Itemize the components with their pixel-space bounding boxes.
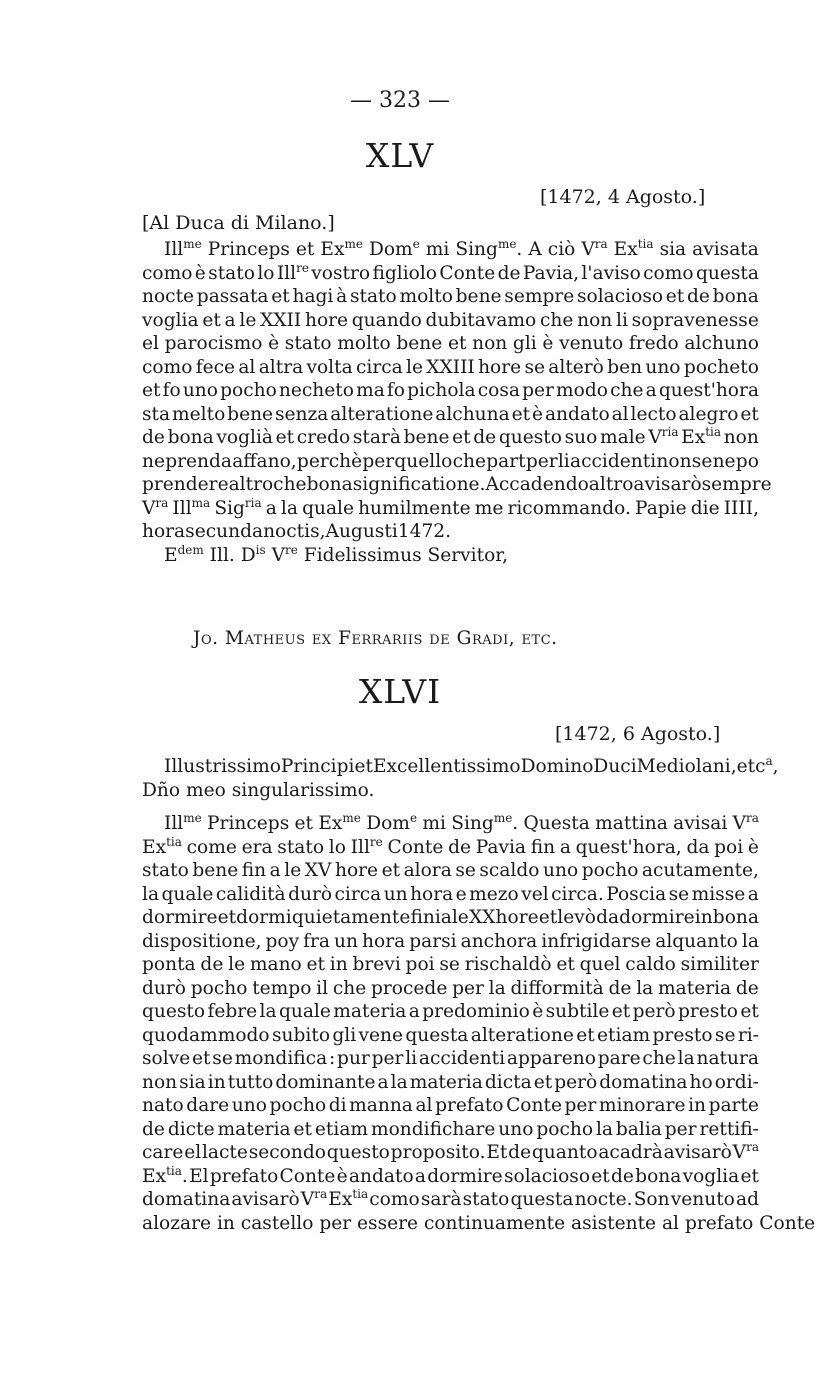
text-line: Illustrissimo Principi et Excellentissimo Domino Duci Mediolani, etc$^a$, [164, 753, 779, 777]
text-line: ponta de le mano et in brevi poi se rischaldò et quel caldo similiter [142, 954, 759, 975]
text-line: de bona voglià et credo starà bene et de questo suo male $V^{ria}$ $Ex^{tia}$ non [142, 424, 759, 448]
text-line: domatina avisarò $V^{ra}$ $Ex^{tia}$ como sarà stato questa nocte. Son venuto ad [142, 1186, 759, 1210]
letter-46-body [142, 810, 816, 1235]
text-line: como è stato lo Ill$^{re}$ vostro figliolo Conte de Pavia, l'aviso como questa [142, 260, 759, 284]
text-line: nocte passata et hagi à stato molto bene sempre solacioso et de bona [142, 286, 759, 307]
text-line: solve et se mondifica : pur per li accidenti appareno pare che la natura [142, 1048, 759, 1069]
letter-45-heading: XLV [365, 136, 435, 175]
letter-45-date: [1472, 4 Agosto.] [540, 186, 706, 208]
letter-45-addressee: [Al Duca di Milano.] [142, 212, 335, 234]
letter-46-heading: XLVI [358, 672, 442, 711]
text-line: el parocismo è stato molto bene et non gli è venuto fredo alchuno [142, 333, 759, 354]
text-line: $Ex^{tia}$. El prefato Conte è andato a dormire solacioso et de bona voglia et [142, 1163, 759, 1187]
text-line: la quale calidità durò circa un hora e mezo vel circa. Poscia se misse a [142, 883, 759, 905]
text-line: de dicte materia et etiam mondifichare uno pocho la balia per rettifi- [142, 1118, 759, 1140]
text-line: dormire et dormi quietamente finiale XX hore et levò da dormire in bona [142, 907, 759, 928]
text-line: Ill$^{me}$ Princeps et $Ex^{me}$ Dom$^e$ mi Sing$^{me}$. A ciò $V^{ra}$ $Ex^{tia}$ sia avisata [164, 236, 759, 260]
text-line: dispositione, poy fra un hora parsi anchora infrigidarse alquanto la [142, 930, 759, 952]
text-line: sta melto bene senza alteratione alchuna et è andato al lecto alegro et [142, 403, 759, 425]
letter-46-date: [1472, 6 Agosto.] [555, 723, 721, 745]
text-line: care el lacte secondo questo proposito. Et de quanto acadrà avisarò $V^{ra}$ [142, 1139, 759, 1163]
text-line: voglia et a le XXII hore quando dubitavamo che non li sopravenesse [142, 309, 759, 331]
text-line: durò pocho tempo il che procede per la difformità de la materia de [142, 977, 759, 999]
letter-45-body [142, 236, 772, 567]
text-line: alozare in castello per essere continuamente asistente al prefato Conte [142, 1212, 816, 1234]
text-line: Ill$^{me}$ Princeps et $Ex^{me}$ Dom$^e$ mi Sing$^{me}$. Questa mattina avisai $V^{ra}$ [164, 810, 759, 834]
text-line: ne prenda affano, perchè per quello che part per li accidenti non se ne po [142, 450, 759, 472]
text-line: stato bene fin a le XV hore et alora se scaldo uno pocho acutamente, [142, 860, 759, 881]
text-line: questo febre la quale materia a predominio è subtile et però presto et [142, 1001, 759, 1022]
letter-45-signature: Jo. Matheus ex Ferrariis de Gradi, etc. [193, 628, 558, 649]
page-number: — 323 — [350, 88, 450, 113]
text-line: $E^{dem}$ Ill. $D^{is}$ Vre Fidelissimus Servitor, [164, 542, 509, 566]
letter-46-address [142, 753, 779, 802]
text-line: $Ex^{tia}$ come era stato lo Ill$^{re}$ Conte de Pavia fin a quest'hora, da poi è [142, 834, 759, 858]
text-line: como fece al altra volta circa le XXIII hore se alterò ben uno pocheto [142, 356, 759, 378]
text-line: Dño meo singularissimo. [142, 779, 375, 801]
text-line: nato dare uno pocho di manna al prefato Conte per minorare in parte [142, 1095, 759, 1116]
text-line: prendere altro che bona significatione. Accadendo altro avisarò sempre [142, 474, 772, 495]
text-line: non sia in tutto dominante a la materia dicta et però domatina ho ordi- [142, 1071, 759, 1093]
text-line: hora secunda noctis, Augusti 1472. [142, 521, 452, 542]
text-line: $V^{ra}$ Ill$^{ma}$ Sig$^{ria}$ a la quale humilmente me ricommando. Papie die IIII, [142, 495, 759, 519]
text-line: et fo uno pocho necheto ma fo pichola cosa per modo che a quest'hora [142, 380, 759, 401]
text-line: quodammodo subito gli vene questa alteratione et etiam presto se ri- [142, 1024, 759, 1046]
